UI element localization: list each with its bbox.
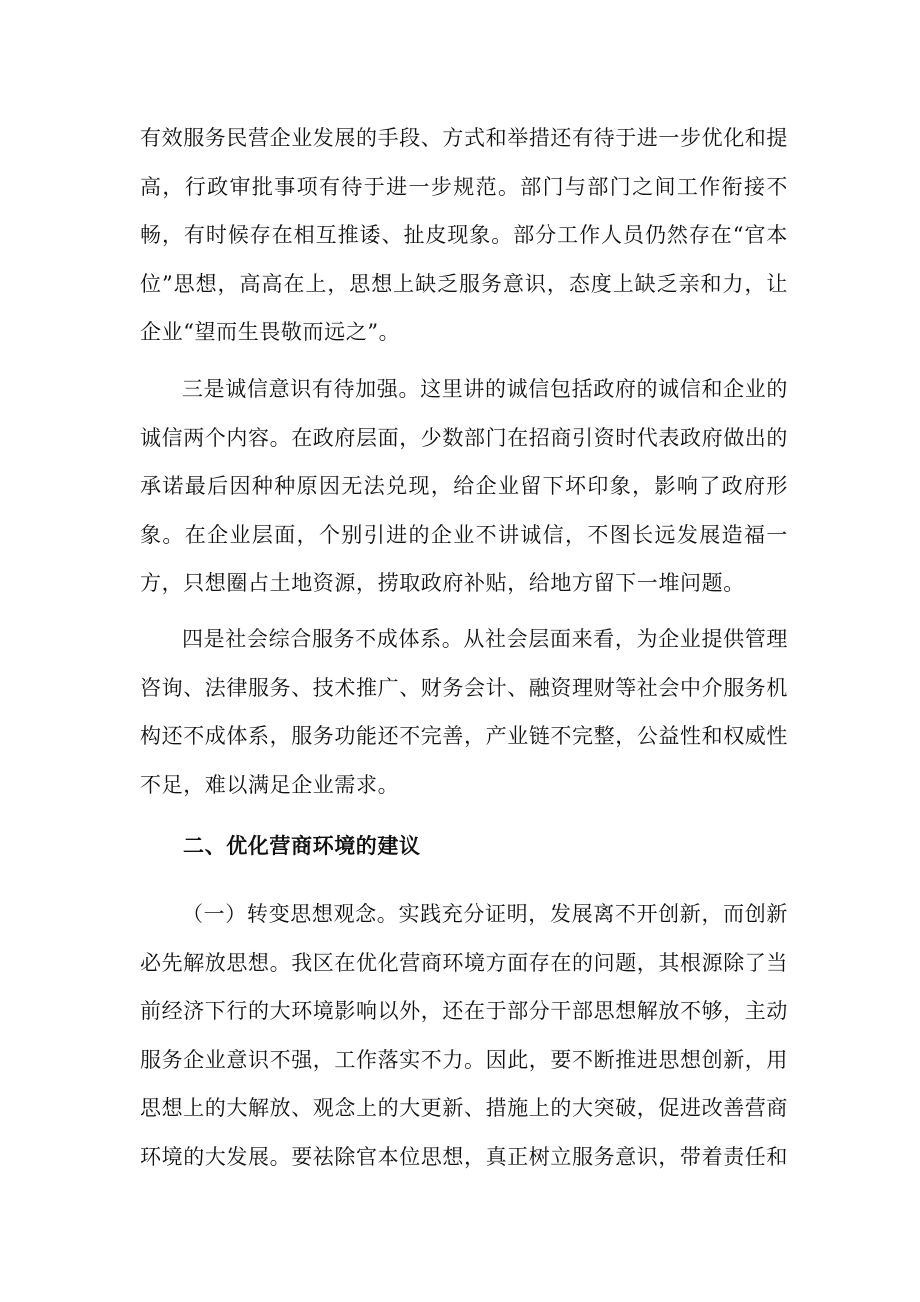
paragraph-service-issues: 有效服务民营企业发展的手段、方式和举措还有待于进一步优化和提高，行政审批事项有待于进一步规范。部门与部门之间工作衔接不畅，有时候存在相互推诿、扯皮现象。部分工作人员仍然存在“官本位”思想，高高在上，思想上缺乏服务意识，态度上缺乏亲和力，让企业“望而生畏敬而远之”。	[140, 126, 788, 344]
paragraph-social-services: 四是社会综合服务不成体系。从社会层面来看，为企业提供管理咨询、法律服务、技术推广、财务会计、融资理财等社会中介服务机构还不成体系，服务功能还不完善，产业链不完整，公益性和权威性不足，难以满足企业需求。	[140, 627, 788, 797]
section-heading: 二、优化营商环境的建议	[183, 834, 421, 858]
paragraph-change-thinking: （一）转变思想观念。实践充分证明，发展离不开创新，而创新必先解放思想。我区在优化营商环境方面存在的问题，其根源除了当前经济下行的大环境影响以外，还在于部分干部思想解放不够，主动服务企业意识不强，工作落实不力。因此，要不断推进思想创新，用思想上的大解放、观念上的大更新、措施上的大突破，促进改善营商环境的大发展。要祛除官本位思想，真正树立服务意识，带着责任和	[140, 902, 788, 1169]
paragraph-integrity: 三是诚信意识有待加强。这里讲的诚信包括政府的诚信和企业的诚信两个内容。在政府层面，少数部门在招商引资时代表政府做出的承诺最后因种种原因无法兑现，给企业留下坏印象，影响了政府形象。在企业层面，个别引进的企业不讲诚信，不图长远发展造福一方，只想圈占土地资源，捞取政府补贴，给地方留下一堆问题。	[140, 377, 788, 595]
